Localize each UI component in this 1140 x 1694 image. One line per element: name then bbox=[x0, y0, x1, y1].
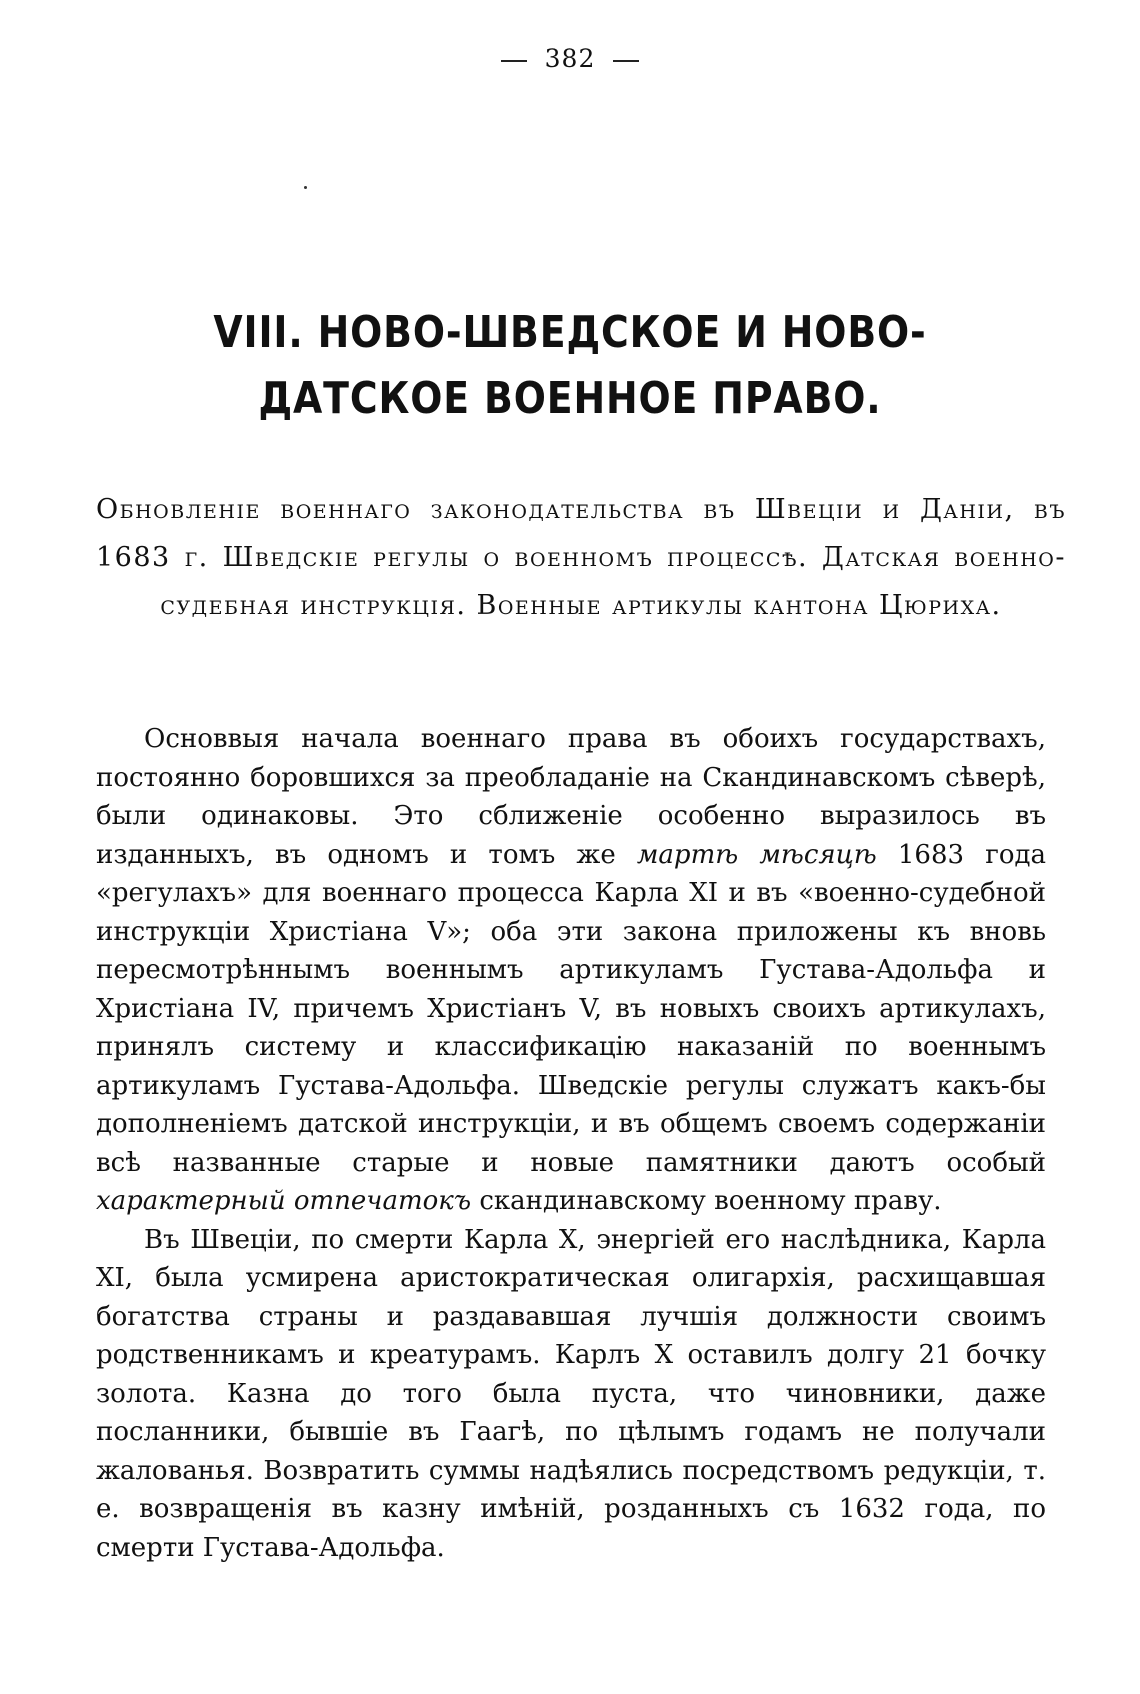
print-speck bbox=[304, 186, 307, 189]
page-number bbox=[0, 44, 1140, 73]
dash-right bbox=[613, 60, 639, 62]
paragraph-2: Въ Швеціи, по смерти Карла X, энергіей его наслѣдника, Карла XI, была усмирена аристократическая олигархія, расхищавшая богатства страны и раздававшая лучшія должности своимъ родственникамъ и креатурамъ. Карлъ X оставилъ долгу 21 бочку золота. Казна до того была пуста, что чиновники, даже посланники, бывшіе въ Гаагѣ, по цѣлымъ годамъ не получали жалованья. Возвратить суммы надѣялись посредствомъ редукціи, т. е. возвращенія въ казну имѣній, розданныхъ съ 1632 года, по смерти Густава-Адольфа. bbox=[96, 1224, 1046, 1563]
paragraph-1-part-2: 1683 года «регулахъ» для военнаго процесса Карла XI и въ «военно-судебной инструкціи Христіана V»; оба эти закона приложены къ вновь пересмотрѣннымъ военнымъ артикуламъ Густава-Адольфа и Христіана IV, причемъ Христіанъ V, въ новыхъ своихъ артикулахъ, принялъ систему и классификацію наказаній по военнымъ артикуламъ Густава-Адольфа. Шведскіе регулы служатъ какъ-бы дополненіемъ датской инструкціи, и въ общемъ своемъ содержаніи всѣ названные старые и новые памятники даютъ особый bbox=[96, 839, 1046, 1178]
chapter-title: VIII. НОВО-ШВЕДСКОЕ И НОВО-ДАТСКОЕ ВОЕННОЕ ПРАВО. bbox=[213, 307, 927, 424]
paragraph-1-part-3: скандинавскому военному праву. bbox=[471, 1186, 942, 1216]
chapter-subtitle: Обновленіе военнаго законодательства въ Швеціи и Даніи, въ 1683 г. Шведскіе регулы о военномъ процессѣ. Датская военно-судебная инструкція. Военные артикулы кантона Цюриха. bbox=[96, 494, 1066, 621]
dash-left bbox=[501, 60, 527, 62]
paragraph-1-italic-2: характерный отпечатокъ bbox=[96, 1186, 472, 1216]
paragraph-1 bbox=[96, 720, 1046, 1221]
paragraph-1-part-1: Основвыя начала военнаго права въ обоихъ государствахъ, постоянно боровшихся за преобладаніе на Скандинавскомъ сѣверѣ, были одинаковы. Это сближеніе особенно выразилось въ изданныхъ, въ одномъ и томъ же bbox=[96, 724, 1046, 870]
page-number-value: 382 bbox=[544, 44, 596, 73]
paragraph-1-italic-1: мартѣ мѣсяцѣ bbox=[636, 839, 877, 870]
body-text bbox=[96, 720, 1046, 1567]
